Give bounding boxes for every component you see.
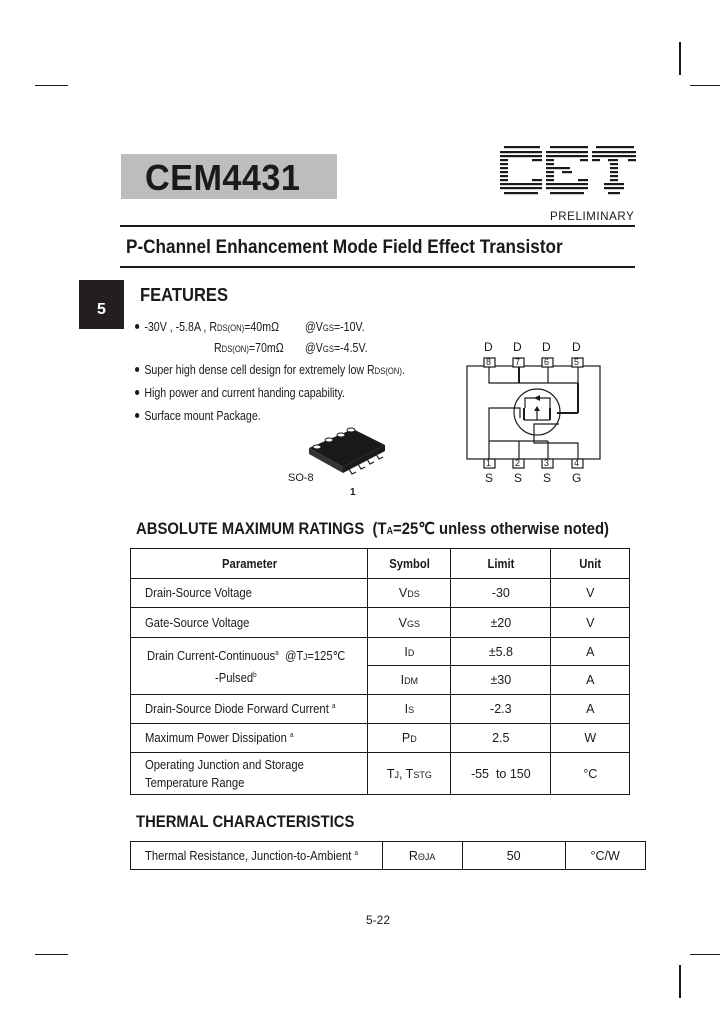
unit-cell: °C/W — [565, 842, 645, 870]
pin-label-bottom: S — [485, 471, 494, 485]
limit-cell: ±30 — [451, 666, 551, 695]
features-heading: FEATURES — [140, 285, 229, 305]
pin-number: 3 — [544, 458, 550, 468]
abs-max-table — [130, 548, 630, 795]
divider-top — [120, 225, 635, 227]
page-number: 5-22 — [366, 913, 391, 927]
table-row — [131, 579, 630, 608]
crop-mark-top-left-h — [35, 85, 68, 86]
table-row — [131, 842, 646, 870]
feature-item: RDS(ON)=70mΩ — [214, 341, 284, 355]
limit-cell: ±5.8 — [451, 638, 551, 666]
bullet-icon — [135, 324, 139, 329]
pin-number: 2 — [515, 458, 521, 468]
bullet-icon — [135, 367, 139, 372]
feature-item: Super high dense cell design for extremely low RDS(ON). — [135, 363, 405, 377]
column-header-unit: Unit — [551, 549, 630, 579]
cet-logo-icon — [500, 145, 638, 197]
table-row — [131, 695, 630, 724]
divider-bottom — [120, 266, 635, 268]
symbol-cell: TJ, TSTG — [368, 753, 451, 795]
unit-cell: °C — [551, 753, 630, 795]
pin-number: 8 — [486, 357, 492, 367]
pin-label-top: D — [484, 340, 493, 354]
limit-cell: 50 — [462, 842, 565, 870]
feature-item: High power and current handing capability. — [135, 386, 345, 400]
symbol-cell: PD — [368, 724, 451, 753]
unit-cell: V — [551, 579, 630, 608]
feature-item: -30V , -5.8A , RDS(ON)=40mΩ — [135, 320, 279, 334]
crop-mark-bottom-left-h — [35, 954, 68, 955]
limit-cell: -30 — [451, 579, 551, 608]
symbol-cell: VDS — [368, 579, 451, 608]
unit-cell: A — [551, 638, 630, 666]
so8-package-image — [305, 425, 395, 480]
table-row — [131, 638, 630, 666]
pin-number: 6 — [544, 357, 550, 367]
pinout-diagram — [460, 340, 610, 490]
symbol-cell: RΘJA — [382, 842, 462, 870]
table-row — [131, 753, 630, 795]
feature-item: Surface mount Package. — [135, 409, 261, 423]
crop-mark-top-right-v — [679, 42, 681, 75]
page-subtitle: P-Channel Enhancement Mode Field Effect Transistor — [126, 236, 563, 258]
pin-number: 4 — [574, 458, 580, 468]
pin-number: 7 — [515, 357, 521, 367]
symbol-cell: ID — [368, 638, 451, 666]
pin-label-bottom: S — [543, 471, 552, 485]
unit-cell: V — [551, 608, 630, 638]
pin-label-top: D — [513, 340, 522, 354]
limit-cell: 2.5 — [451, 724, 551, 753]
status-label: PRELIMINARY — [550, 211, 635, 223]
mosfet-schematic-icon — [460, 340, 610, 490]
pin-label-top: D — [542, 340, 551, 354]
bullet-icon — [135, 390, 139, 395]
limit-cell: -55 to 150 — [451, 753, 551, 795]
table-header-row — [131, 549, 630, 579]
column-header-parameter: Parameter — [131, 549, 368, 579]
feature-item-cond: @VGS=-4.5V. — [305, 341, 368, 355]
pin-label-bottom: G — [572, 471, 582, 485]
column-header-symbol: Symbol — [368, 549, 451, 579]
unit-cell: A — [551, 695, 630, 724]
pin-number: 1 — [486, 458, 492, 468]
chip-package-icon — [305, 425, 395, 475]
table-row — [131, 608, 630, 638]
cet-logo — [500, 145, 638, 202]
pin-label-top: D — [572, 340, 581, 354]
package-name: SO-8 — [288, 472, 314, 484]
param-cell: Maximum Power Dissipation $^a$ — [131, 724, 368, 753]
crop-mark-top-right-h — [690, 85, 720, 86]
abs-max-heading: ABSOLUTE MAXIMUM RATINGS (TA=25℃ unless otherwise noted) — [136, 520, 610, 538]
unit-cell: W — [551, 724, 630, 753]
pin-number: 5 — [574, 357, 580, 367]
crop-mark-bottom-right-h — [690, 954, 720, 955]
feature-item-cond: @VGS=-10V. — [305, 320, 365, 334]
param-cell: Drain Current-Continuous$^a$ @TJ=125℃ -Pulsed$^b$ — [131, 638, 368, 695]
symbol-cell: VGS — [368, 608, 451, 638]
section-tab: 5 — [79, 280, 124, 329]
column-header-limit: Limit — [451, 549, 551, 579]
limit-cell: -2.3 — [451, 695, 551, 724]
part-number: CEM4431 — [145, 157, 301, 198]
pin1-marker: 1 — [350, 487, 356, 498]
thermal-table — [130, 841, 646, 870]
param-cell: Drain-Source Voltage — [131, 579, 368, 608]
param-cell: Drain-Source Diode Forward Current $^a$ — [131, 695, 368, 724]
crop-mark-bottom-right-v — [679, 965, 681, 998]
bullet-icon — [135, 413, 139, 418]
unit-cell: A — [551, 666, 630, 695]
limit-cell: ±20 — [451, 608, 551, 638]
pin-label-bottom: S — [514, 471, 523, 485]
thermal-heading: THERMAL CHARACTERISTICS — [136, 813, 355, 831]
param-cell: Operating Junction and Storage Temperature Range — [131, 753, 368, 795]
table-row — [131, 724, 630, 753]
param-cell: Gate-Source Voltage — [131, 608, 368, 638]
symbol-cell: IS — [368, 695, 451, 724]
symbol-cell: IDM — [368, 666, 451, 695]
param-cell: Thermal Resistance, Junction-to-Ambient $^a$ — [131, 842, 383, 870]
